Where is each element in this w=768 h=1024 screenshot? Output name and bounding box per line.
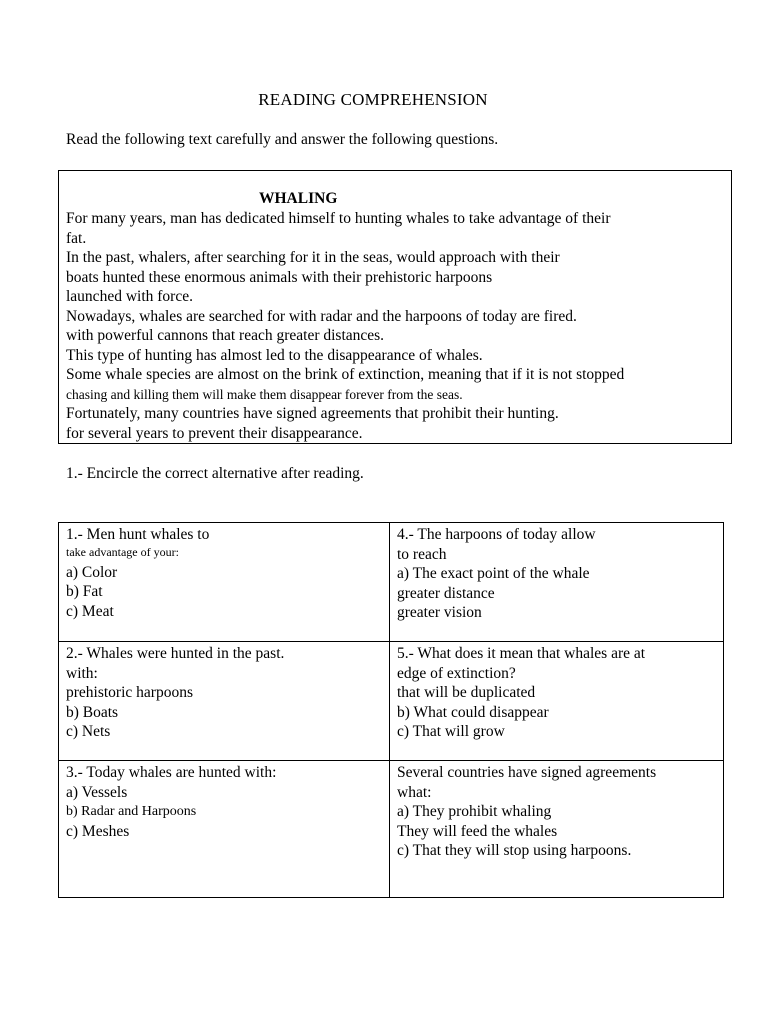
answer-option: greater distance [397,584,495,602]
questions-table [58,522,724,898]
question-cell-3 [59,761,390,898]
answer-option: c) Meshes [66,822,130,840]
question-cell-1 [59,523,390,642]
question-stem-continued: with: [66,664,98,682]
answer-option: b) What could disappear [397,703,549,721]
answer-option: They will feed the whales [397,822,558,840]
question-stem: 3.- Today whales are hunted with: [66,764,277,781]
question-stem-continued: what: [397,783,432,801]
reading-line: launched with force. [66,288,193,305]
reading-line: chasing and killing them will make them disappear forever from the seas. [66,386,463,402]
question-stem-continued: to reach [397,545,447,563]
reading-line: Fortunately, many countries have signed agreements that prohibit their hunting. [66,405,559,422]
reading-line: Some whale species are almost on the brink of extinction, meaning that if it is not stopped [66,366,625,383]
question-stem: 2.- Whales were hunted in the past. [66,645,285,662]
question-stem: 4.- The harpoons of today allow [397,526,596,543]
answer-option: greater vision [397,604,482,621]
reading-text [66,209,624,443]
answer-option: c) That they will stop using harpoons. [397,842,632,859]
page-title: READING COMPREHENSION [258,90,488,109]
reading-line: for several years to prevent their disappearance. [66,424,363,442]
reading-line: fat. [66,229,87,247]
reading-line: boats hunted these enormous animals with their prehistoric harpoons [66,268,493,286]
table-row [59,642,724,761]
answer-option: b) Fat [66,583,103,600]
question-cell-6 [390,761,724,898]
answer-option: prehistoric harpoons [66,684,193,701]
answer-option: a) Vessels [66,783,128,801]
question-stem: 5.- What does it mean that whales are at [397,645,646,662]
table-row [59,761,724,898]
reading-line: with powerful cannons that reach greater distances. [66,327,385,344]
reading-line: For many years, man has dedicated himself to hunting whales to take advantage of their [66,210,611,227]
answer-option: a) Color [66,563,118,581]
question-cell-4 [390,523,724,642]
reading-title: WHALING [259,190,338,207]
reading-line: Nowadays, whales are searched for with radar and the harpoons of today are fired. [66,307,577,325]
answer-option: c) Meat [66,602,114,620]
reading-text-box [58,170,732,444]
question-stem: 1.- Men hunt whales to [66,526,210,543]
table-row [59,523,724,642]
question-stem-continued: take advantage of your: [66,544,179,559]
question-stem: Several countries have signed agreements [397,764,657,781]
instructions-text: Read the following text carefully and answer the following questions. [66,131,499,148]
answer-option: c) That will grow [397,723,505,740]
answer-option: that will be duplicated [397,684,536,701]
question-cell-2 [59,642,390,761]
reading-line: In the past, whalers, after searching for it in the seas, would approach with their [66,249,560,266]
question-cell-5 [390,642,724,761]
answer-option: a) They prohibit whaling [397,803,552,820]
answer-option: b) Radar and Harpoons [66,804,197,819]
answer-option: a) The exact point of the whale [397,565,590,582]
question-instructions: 1.- Encircle the correct alternative after reading. [66,465,364,482]
reading-line: This type of hunting has almost led to the disappearance of whales. [66,346,483,364]
answer-option: c) Nets [66,723,111,740]
answer-option: b) Boats [66,703,119,721]
question-stem-continued: edge of extinction? [397,664,516,682]
